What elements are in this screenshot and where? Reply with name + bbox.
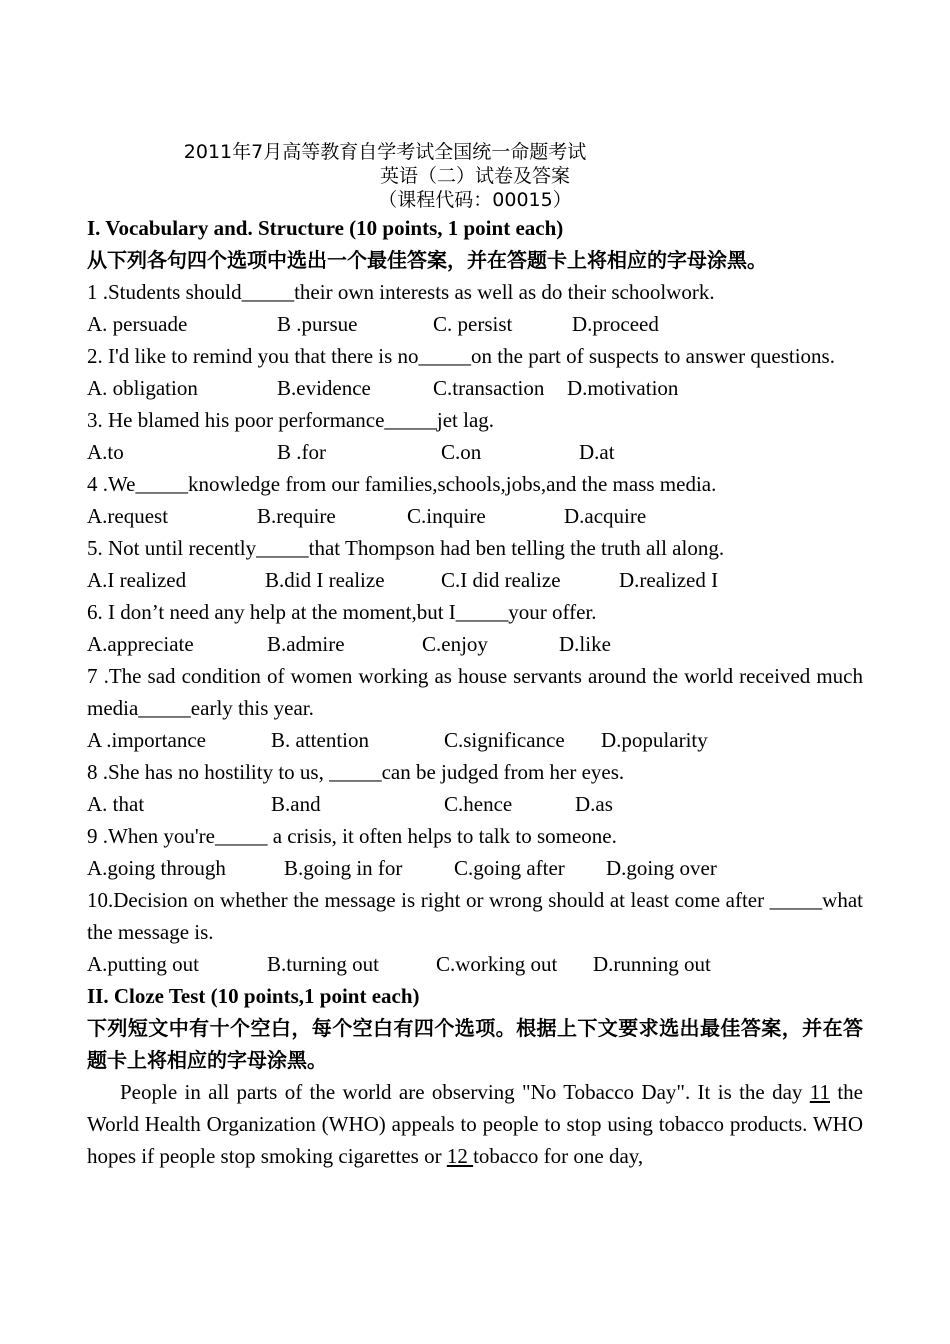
answer-options [87, 372, 863, 404]
option-b: B.evidence [277, 376, 371, 400]
question-stem: 1 .Students should_____their own interests as well as do their schoolwork. [87, 280, 715, 304]
answer-options [87, 852, 863, 884]
option-a: A.to [87, 440, 124, 464]
option-a: A.I realized [87, 568, 187, 592]
question-stem: 8 .She has no hostility to us, _____can be judged from her eyes. [87, 760, 625, 784]
option-b: B.and [271, 792, 321, 816]
option-b: B.turning out [267, 952, 380, 976]
option-a: A.appreciate [87, 632, 194, 656]
option-a: A.request [87, 504, 169, 528]
option-d: D.acquire [564, 504, 647, 528]
question-stem: 3. He blamed his poor performance_____jet lag. [87, 408, 495, 432]
question-stem: 10.Decision on whether the message is right or wrong should at least come after _____what the message is. [87, 888, 863, 944]
option-c: C.enjoy [422, 632, 488, 656]
answer-options [87, 564, 863, 596]
option-a: A. that [87, 792, 145, 816]
option-a: A .importance [87, 728, 206, 752]
question-stem: 5. Not until recently_____that Thompson had ben telling the truth all along. [87, 536, 725, 560]
option-c: C. persist [433, 312, 513, 336]
course-code: （课程代码：00015） [378, 189, 572, 211]
passage-text: tobacco for one day, [473, 1144, 644, 1168]
option-d: D.as [575, 792, 613, 816]
option-d: D.realized I [619, 568, 719, 592]
question-stem: 7 .The sad condition of women working as house servants around the world received much media_____early this year. [87, 664, 863, 720]
option-b: B .for [277, 440, 326, 464]
answer-options [87, 948, 863, 980]
exam-subtitle: 英语（二）试卷及答案 [379, 165, 570, 187]
option-c: C.significance [444, 728, 565, 752]
section2-heading: II. Cloze Test (10 points,1 point each) [87, 984, 420, 1008]
option-b: B.admire [267, 632, 345, 656]
section2-instruction: 下列短文中有十个空白，每个空白有四个选项。根据上下文要求选出最佳答案，并在答题卡上将相应的字母涂黑。 [87, 1016, 863, 1072]
section1-heading: I. Vocabulary and. Structure (10 points, 1 point each) [87, 216, 564, 240]
option-d: D.running out [593, 952, 711, 976]
option-d: D.like [559, 632, 611, 656]
option-c: C.hence [444, 792, 513, 816]
option-c: C.working out [436, 952, 558, 976]
option-b: B.going in for [284, 856, 403, 880]
cloze-passage [87, 1076, 863, 1172]
option-c: C.transaction [433, 376, 545, 400]
option-c: C.on [441, 440, 482, 464]
passage-text: the World Health Organization (WHO) appeals to people to stop using tobacco products. WHO hopes if people stop smoking cigarettes or [87, 1080, 864, 1168]
option-b: B .pursue [277, 312, 358, 336]
answer-options [87, 628, 863, 660]
blank-12: 12 [446, 1144, 474, 1168]
option-d: D.popularity [601, 728, 708, 752]
question-stem: 6. I don’t need any help at the moment,but I_____your offer. [87, 600, 597, 624]
option-c: C.inquire [407, 504, 486, 528]
answer-options [87, 500, 863, 532]
option-d: D.going over [606, 856, 717, 880]
document-body [87, 140, 863, 1172]
option-d: D.proceed [572, 312, 659, 336]
question-stem: 9 .When you're_____ a crisis, it often helps to talk to someone. [87, 824, 617, 848]
question-stem: 2. I'd like to remind you that there is no_____on the part of suspects to answer questions. [87, 344, 835, 368]
option-b: B.require [257, 504, 336, 528]
option-a: A. persuade [87, 312, 188, 336]
question-stem: 4 .We_____knowledge from our families,schools,jobs,and the mass media. [87, 472, 717, 496]
section1-instruction: 从下列各句四个选项中选出一个最佳答案，并在答题卡上将相应的字母涂黑。 [87, 248, 767, 272]
answer-options [87, 436, 863, 468]
option-c: C.going after [454, 856, 565, 880]
option-d: D.motivation [567, 376, 679, 400]
option-a: A.going through [87, 856, 226, 880]
blank-11: 11 [809, 1080, 830, 1104]
option-a: A. obligation [87, 376, 198, 400]
option-b: B. attention [271, 728, 369, 752]
option-c: C.I did realize [441, 568, 561, 592]
answer-options [87, 308, 863, 340]
option-a: A.putting out [87, 952, 200, 976]
passage-text: People in all parts of the world are observing "No Tobacco Day". It is the day [120, 1080, 810, 1104]
answer-options [87, 724, 863, 756]
exam-title: 2011年7月高等教育自学考试全国统一命题考试 [183, 141, 587, 163]
option-d: D.at [579, 440, 615, 464]
option-b: B.did I realize [265, 568, 385, 592]
answer-options [87, 788, 863, 820]
